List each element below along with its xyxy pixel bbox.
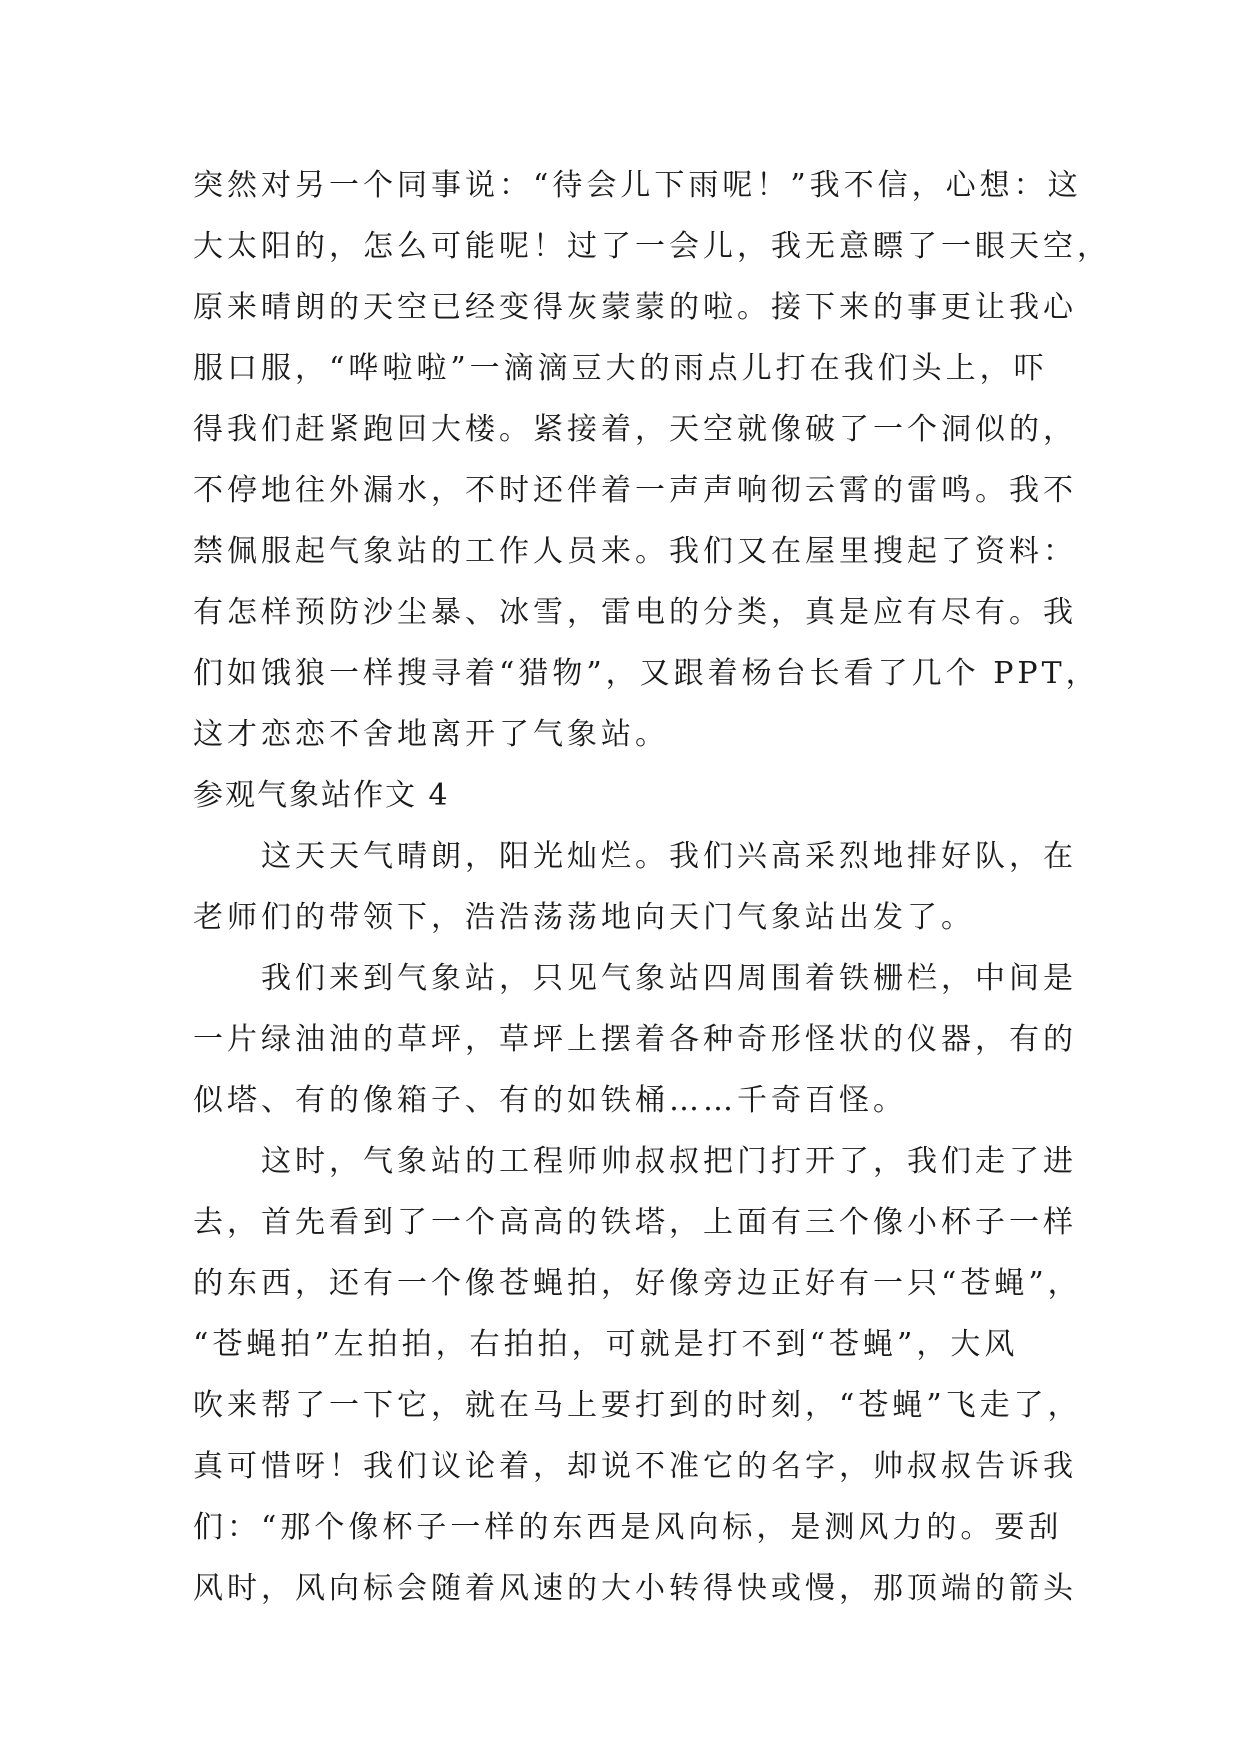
text-line: 这才恋恋不舍地离开了气象站。 <box>193 717 669 752</box>
text-line: 大太阳的，怎么可能呢！过了一会儿，我无意瞟了一眼天空， <box>193 229 1111 264</box>
text-line: 真可惜呀！我们议论着，却说不准它的名字，帅叔叔告诉我 <box>193 1449 1077 1484</box>
text-line: 吹来帮了一下它，就在马上要打到的时刻，“苍蝇”飞走了， <box>193 1388 1082 1423</box>
text-line: 们如饿狼一样搜寻着“猎物”，又跟着杨台长看了几个 PPT， <box>193 656 1100 691</box>
document-page <box>193 155 1111 1619</box>
text-line: “苍蝇拍”左拍拍，右拍拍，可就是打不到“苍蝇”，大风 <box>193 1327 1019 1362</box>
text-line: 的东西，还有一个像苍蝇拍，好像旁边正好有一只“苍蝇”， <box>193 1266 1082 1301</box>
text-line: 似塔、有的像箱子、有的如铁桶……千奇百怪。 <box>193 1083 907 1118</box>
text-line: 这天天气晴朗，阳光灿烂。我们兴高采烈地排好队，在 <box>193 839 1077 874</box>
text-line: 一片绿油油的草坪，草坪上摆着各种奇形怪状的仪器，有的 <box>193 1022 1077 1057</box>
text-line: 原来晴朗的天空已经变得灰蒙蒙的啦。接下来的事更让我心 <box>193 290 1077 325</box>
text-line: 服口服，“哗啦啦”一滴滴豆大的雨点儿打在我们头上，吓 <box>193 351 1048 386</box>
text-line: 我们来到气象站，只见气象站四周围着铁栅栏，中间是 <box>193 961 1077 996</box>
text-line: 们：“那个像杯子一样的东西是风向标，是测风力的。要刮 <box>193 1510 1063 1545</box>
text-line: 老师们的带领下，浩浩荡荡地向天门气象站出发了。 <box>193 900 975 935</box>
text-line: 得我们赶紧跑回大楼。紧接着，天空就像破了一个洞似的， <box>193 412 1077 447</box>
text-line: 禁佩服起气象站的工作人员来。我们又在屋里搜起了资料： <box>193 534 1077 569</box>
text-line: 这时，气象站的工程师帅叔叔把门打开了，我们走了进 <box>193 1144 1077 1179</box>
text-line: 风时，风向标会随着风速的大小转得快或慢，那顶端的箭头 <box>193 1571 1077 1606</box>
text-line: 有怎样预防沙尘暴、冰雪，雷电的分类，真是应有尽有。我 <box>193 595 1077 630</box>
text-line: 去，首先看到了一个高高的铁塔，上面有三个像小杯子一样 <box>193 1205 1077 1240</box>
section-heading: 参观气象站作文 4 <box>193 778 450 813</box>
text-line: 突然对另一个同事说：“待会儿下雨呢！”我不信，心想：这 <box>193 168 1082 203</box>
text-line: 不停地往外漏水，不时还伴着一声声响彻云霄的雷鸣。我不 <box>193 473 1077 508</box>
